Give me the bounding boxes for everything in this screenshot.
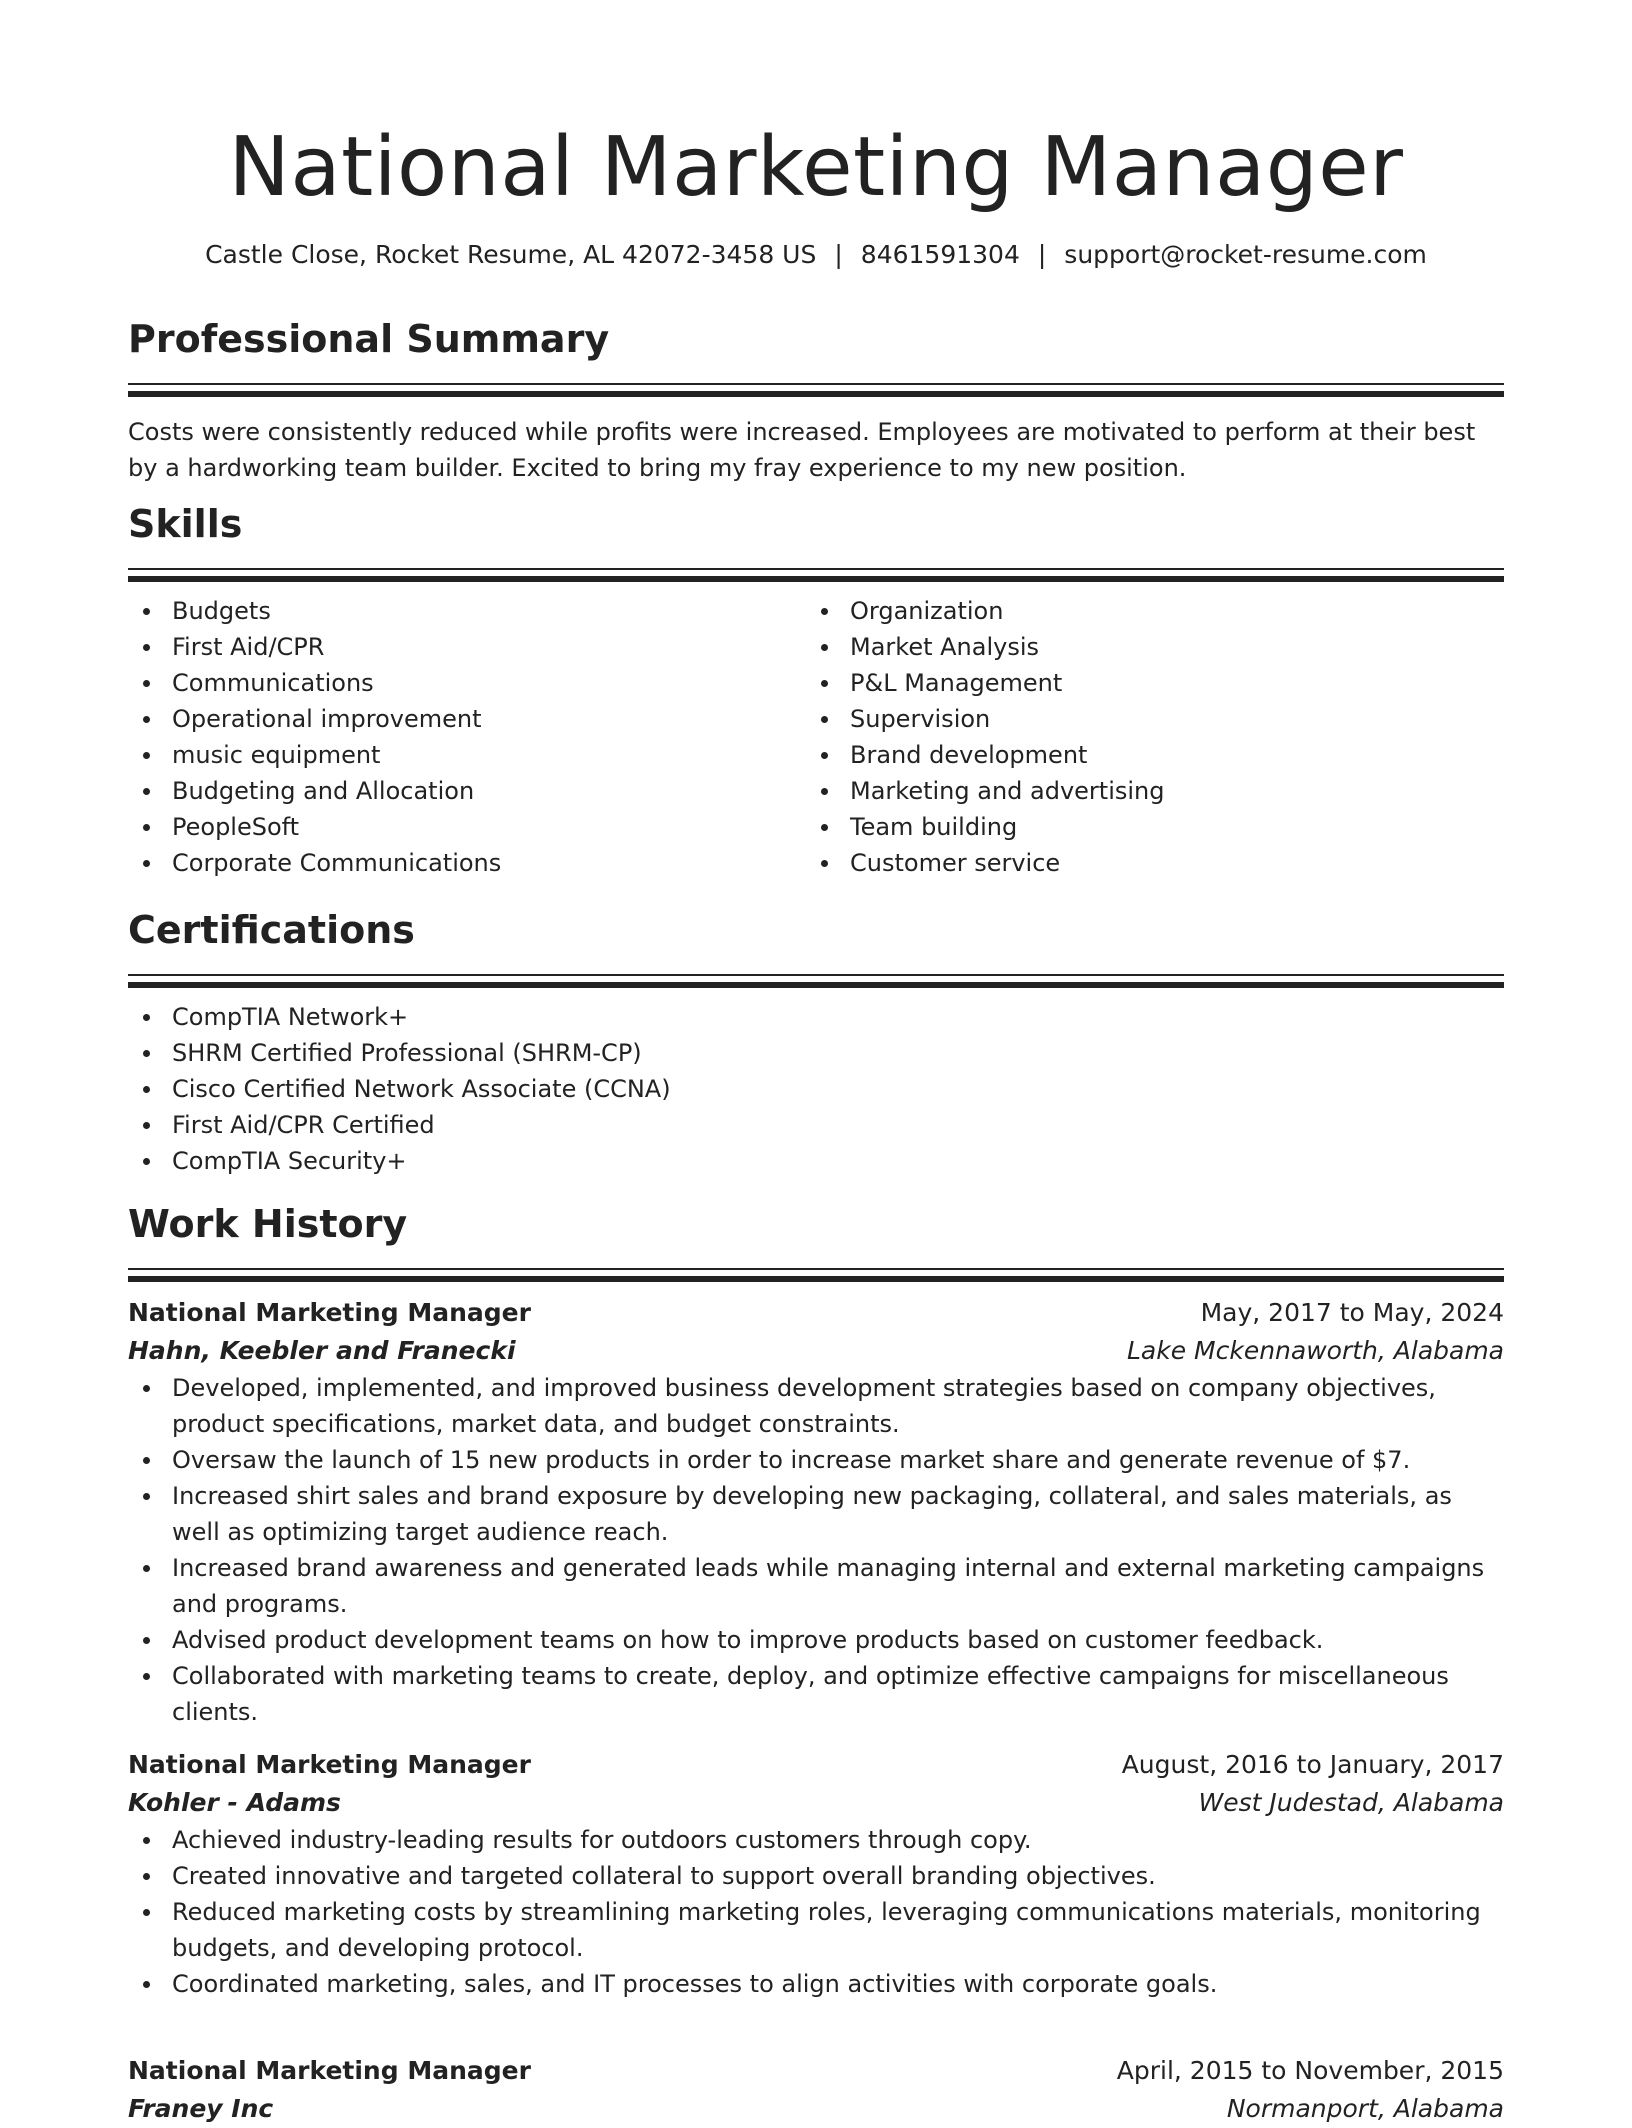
skills-list-left — [128, 593, 806, 881]
section-divider — [128, 383, 1504, 398]
job-dates: May, 2017 to May, 2024 — [1200, 1298, 1504, 1327]
job-header — [128, 1294, 1504, 1332]
job-subheader — [128, 1784, 1504, 1822]
list-item: Achieved industry-leading results for outdoors customers through copy. — [128, 1822, 1504, 1858]
list-item: Customer service — [806, 845, 1484, 881]
job-bullets — [128, 1822, 1504, 2002]
list-item: Budgets — [128, 593, 806, 629]
list-item: Supervision — [806, 701, 1484, 737]
contact-email[interactable]: support@rocket-resume.com — [1064, 240, 1427, 269]
skills-columns — [128, 593, 1504, 881]
job-subheader — [128, 1332, 1504, 1370]
list-item: Cisco Certified Network Associate (CCNA) — [128, 1071, 1504, 1107]
list-item: Oversaw the launch of 15 new products in order to increase market share and generate revenue of $7. — [128, 1442, 1504, 1478]
list-item: First Aid/CPR Certified — [128, 1107, 1504, 1143]
list-item: SHRM Certified Professional (SHRM-CP) — [128, 1035, 1504, 1071]
job-header — [128, 2052, 1504, 2090]
certifications-heading: Certifications — [128, 908, 415, 952]
job-bullets — [128, 1370, 1504, 1730]
list-item: First Aid/CPR — [128, 629, 806, 665]
list-item: Created innovative and targeted collateral to support overall branding objectives. — [128, 1858, 1504, 1894]
job-title: National Marketing Manager — [128, 1750, 531, 1779]
job-entry — [128, 1746, 1504, 2002]
summary-heading: Professional Summary — [128, 317, 610, 361]
job-company: Franey Inc — [128, 2094, 274, 2123]
list-item: Corporate Communications — [128, 845, 806, 881]
job-entry — [128, 2052, 1504, 2128]
section-divider — [128, 1268, 1504, 1283]
list-item: Communications — [128, 665, 806, 701]
list-item: music equipment — [128, 737, 806, 773]
certifications-list — [128, 999, 1504, 1179]
job-dates: April, 2015 to November, 2015 — [1116, 2056, 1504, 2085]
section-divider — [128, 974, 1504, 989]
contact-line — [128, 238, 1504, 272]
skills-section — [128, 500, 1504, 881]
list-item: Team building — [806, 809, 1484, 845]
contact-separator: | — [834, 240, 843, 269]
job-title: National Marketing Manager — [128, 1298, 531, 1327]
list-item: Increased shirt sales and brand exposure by developing new packaging, collateral, and sales materials, as well as optimizing target audience reach. — [128, 1478, 1504, 1550]
job-company: Kohler - Adams — [128, 1788, 341, 1817]
list-item: Reduced marketing costs by streamlining marketing roles, leveraging communications materials, monitoring budgets, and developing protocol. — [128, 1894, 1504, 1966]
contact-address: Castle Close, Rocket Resume, AL 42072-3458 US — [205, 240, 817, 269]
resume-title: National Marketing Manager — [228, 120, 1404, 215]
skills-heading: Skills — [128, 502, 243, 546]
job-location: Lake Mckennaworth, Alabama — [1126, 1336, 1504, 1365]
list-item: CompTIA Security+ — [128, 1143, 1504, 1179]
list-item: Operational improvement — [128, 701, 806, 737]
contact-separator: | — [1037, 240, 1047, 269]
skills-list-right — [806, 593, 1484, 881]
summary-text: Costs were consistently reduced while profits were increased. Employees are motivated to perform at their best by a hardworking team builder. Excited to bring my fray experience to my new position. — [128, 418, 1476, 482]
list-item: Brand development — [806, 737, 1484, 773]
job-header — [128, 1746, 1504, 1784]
job-location: Normanport, Alabama — [1226, 2094, 1504, 2123]
list-item: PeopleSoft — [128, 809, 806, 845]
certifications-section — [128, 906, 1504, 1179]
job-location: West Judestad, Alabama — [1198, 1788, 1504, 1817]
list-item: Coordinated marketing, sales, and IT processes to align activities with corporate goals. — [128, 1966, 1504, 2002]
job-title: National Marketing Manager — [128, 2056, 531, 2085]
work-history-section — [128, 1200, 1504, 1283]
contact-phone: 8461591304 — [860, 240, 1020, 269]
list-item: CompTIA Network+ — [128, 999, 1504, 1035]
list-item: Collaborated with marketing teams to create, deploy, and optimize effective campaigns for miscellaneous clients. — [128, 1658, 1504, 1730]
work-history-heading: Work History — [128, 1202, 408, 1246]
job-company: Hahn, Keebler and Franecki — [128, 1336, 516, 1365]
job-dates: August, 2016 to January, 2017 — [1121, 1750, 1504, 1779]
list-item: Budgeting and Allocation — [128, 773, 806, 809]
list-item: Increased brand awareness and generated leads while managing internal and external marketing campaigns and programs. — [128, 1550, 1504, 1622]
job-subheader — [128, 2090, 1504, 2128]
resume-page — [128, 0, 1504, 2123]
list-item: Market Analysis — [806, 629, 1484, 665]
summary-section — [128, 315, 1504, 486]
list-item: Developed, implemented, and improved business development strategies based on company objectives, product specifications, market data, and budget constraints. — [128, 1370, 1504, 1442]
section-divider — [128, 568, 1504, 583]
list-item: Marketing and advertising — [806, 773, 1484, 809]
job-entry — [128, 1294, 1504, 1730]
list-item: Advised product development teams on how to improve products based on customer feedback. — [128, 1622, 1504, 1658]
list-item: Organization — [806, 593, 1484, 629]
list-item: P&L Management — [806, 665, 1484, 701]
